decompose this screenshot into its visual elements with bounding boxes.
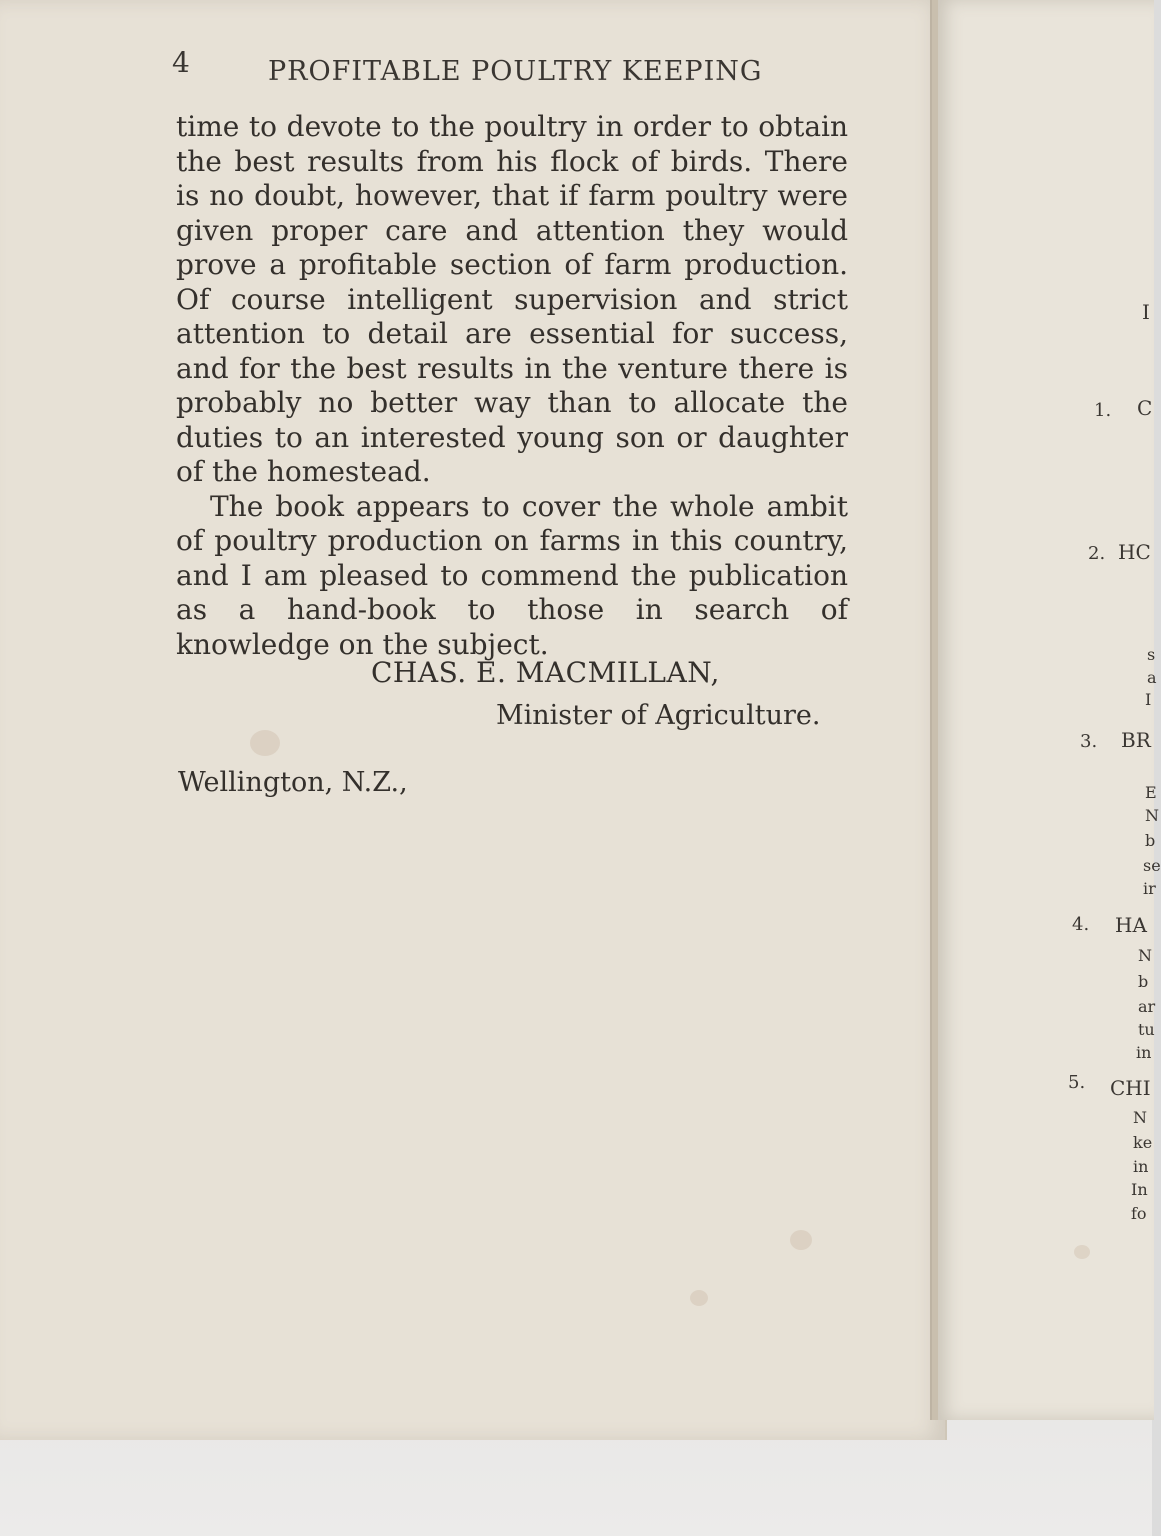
- paper-stain: [690, 1290, 708, 1306]
- entry-subtext: E: [1145, 783, 1157, 802]
- paper-stain: [1074, 1245, 1090, 1259]
- entry-number: 4.: [1072, 914, 1090, 935]
- entry-subtext: in: [1133, 1157, 1149, 1176]
- page-number: 4: [172, 46, 190, 79]
- entry-subtext: ar: [1138, 997, 1156, 1016]
- entry-title: HA: [1115, 913, 1147, 937]
- entry-subtext: s: [1147, 645, 1156, 664]
- signature-title: Minister of Agriculture.: [496, 700, 821, 731]
- entry-title: CHI: [1110, 1076, 1151, 1100]
- entry-subtext: In: [1131, 1180, 1148, 1199]
- right-page: [930, 0, 1161, 1420]
- entry-title: C: [1137, 396, 1153, 420]
- entry-subtext: b: [1138, 972, 1149, 991]
- entry-subtext: se: [1143, 856, 1161, 875]
- paper-stain: [790, 1230, 812, 1250]
- entry-subtext: b: [1145, 831, 1156, 850]
- entry-title: BR: [1121, 728, 1151, 752]
- signature: CHAS. E. MACMILLAN,: [371, 656, 720, 689]
- paragraph: The book appears to cover the whole ambit of poultry production on farms in this country, and I am pleased to commend the publication as a hand-book to those in search of knowledge on the subject.: [176, 489, 848, 661]
- body-text: [176, 110, 848, 662]
- entry-number: 2.: [1088, 543, 1106, 564]
- entry-subtext: ke: [1133, 1133, 1153, 1152]
- entry-title: HC: [1118, 540, 1151, 564]
- entry-number: 5.: [1068, 1072, 1086, 1093]
- entry-number: 3.: [1080, 731, 1098, 752]
- page-gutter: [932, 0, 938, 1420]
- paper-stain: [250, 730, 280, 756]
- entry-subtext: N: [1133, 1108, 1147, 1127]
- entry-subtext: fo: [1131, 1204, 1147, 1223]
- running-head: PROFITABLE POULTRY KEEPING: [268, 56, 763, 87]
- entry-number: 1.: [1094, 400, 1112, 421]
- entry-subtext: N: [1145, 806, 1159, 825]
- heading-fragment: I: [1142, 300, 1150, 324]
- place-line: Wellington, N.Z.,: [178, 767, 408, 798]
- entry-subtext: tu: [1138, 1020, 1155, 1039]
- entry-subtext: in: [1136, 1043, 1152, 1062]
- entry-subtext: N: [1138, 946, 1152, 965]
- paragraph: time to devote to the poultry in order to obtain the best results from his flock of birds. There is no doubt, however, that if farm poultry were given proper care and attention they would prove a profitable section of farm production. Of course intelligent supervision and strict attention to detail are essential for success, and for the best results in the venture there is probably no better way than to allocate the duties to an interested young son or daughter of the homestead.: [176, 110, 848, 488]
- entry-subtext: a: [1147, 668, 1157, 687]
- entry-subtext: ir: [1143, 879, 1156, 898]
- entry-subtext: I: [1145, 690, 1152, 709]
